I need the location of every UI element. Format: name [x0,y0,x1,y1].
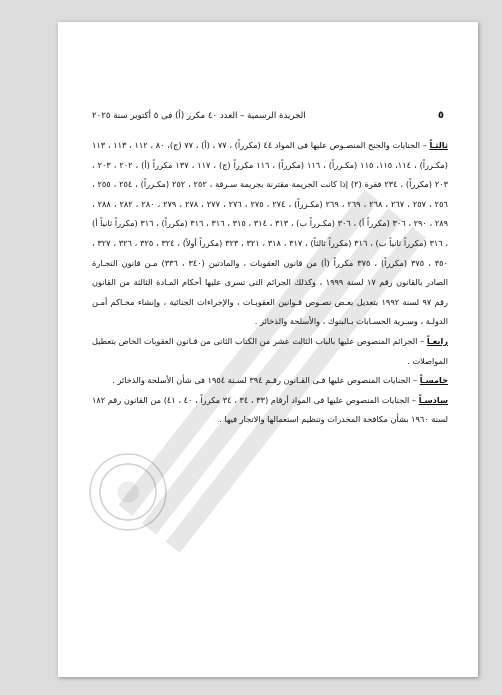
gazette-seal [90,454,166,530]
clause-text: – الجرائم المنصوص عليها بالباب الثالث عشر من الكتاب الثانى من قـانون العقوبات الخاص بتعطيل المواصلات . [92,335,448,366]
document-body [92,136,448,430]
clause-third [92,136,448,332]
clause-sixth [92,391,448,430]
clause-text: – الجنايات المنصوص عليها فـى القـانون رقـم ٣٩٤ لسـنة ١٩٥٤ فى شأن الأسلحة والذخائر . [112,375,420,386]
page-number: ٥ [437,110,444,121]
page-header [92,110,444,121]
clause-text: – الجنايات والجنح المنصـوص عليها فى المواد ٤٤ (مكرراً) ، ٧٧ ، (أ) ، ٧٧ (ج)، ٨٠ ، ١١٢ ، ١١٣ ، ١١٣ (مكـرراً) ، ١١٤، ١١٥، ١١٥ (مكـرراً) ، ١١٦ (مكرراً) ، ١١٦ مكرراً (ج) ، ١١٧ ، ١٣٧ مكرراً (أ) ، ٢٠٢ ، ٢٠٣ ، ٢٠٣ (مكرراً) ، ٢٣٤ فقرة (٢) إذا كانت الجريمة مقترنة بجريمة سـرقة ، ٢٥٢ ، ٢٥٢ (مكـرراً) ، ٢٥٤ ، ٢٥٥ ، ٢٥٦ ، ٢٥٧ ، ٢٦٧ ، ٢٦٨ ، ٢٦٩ ، ٢٦٩ (مكـرراً) ، ٢٧٤ ، ٢٧٥ ، ٢٧٦ ، ٢٧٧ ، ٢٧٨ ، ٢٧٩ ، ٢٨٠ ، ٢٨٢ ، ٢٨٨ ، ٢٨٩ ، ٢٩٠ ، ٣٠٦ (مكرراً أ) ، ٣٠٦ (مكـرراً ب) ، ٣١٣ ، ٣١٤ ، ٣١٥ ، ٣١٦ ، ٣١٦ (مكرراً) ، ٣١٦ (مكرراً ثانياً أ) ، ٣١٦ (مكرراً ثانياً ب) ، ٣١٦ (مكرراً ثالثاً) ، ٣١٧ ، ٣١٨ ، ٣٢١ ، ٣٢٣ (مكرراً أولاً) ، ٣٢٤ ، ٣٢٥ ، ٣٢٦ ، ٣٢٧ ، ٣٥٠ ، ٣٧٥ (مكرراً) ، ٣٧٥ مكرراً (أ) من قانون العقوبات ، والمادتين (٣٤٠ ، ٣٣٦) مـن قانون التجـارة الصادر بالقانون رقم ١٧ لسنة ١٩٩٩ ، وكذلك الجرائم التى تسرى عليها أحكام المـادة الثالثة من القانون رقم ٩٧ لسنة ١٩٩٢ بتعديل بعـض نصـوص قـوانين العقوبـات ، والإجراءات الجنائية ، وإنشاء محـاكم أمـن الدولـة ، وسـرية الحسـابات بـالبنوك ، والأسلحة والذخائر . [92,140,449,327]
clause-heading: ثالثـاً [429,140,448,150]
clause-heading: خامسـاً [419,375,448,386]
clause-text: – الجنايات المنصوص عليها فى المواد أرقام (٣٣ ، ٣٤ ، ٣٤ مكرراً ، ٤٠ ، ٤١) من القانون رقم ١٨٢ لسنة ١٩٦٠ بشأن مكافحة المخدرات وتنظيم استعمالها والاتجار فيها . [92,394,448,425]
clause-fifth [92,371,448,391]
clause-fourth [92,332,448,371]
document-page [58,22,478,677]
clause-heading: سادسـاً [418,394,449,405]
clause-heading: رابعـاً [426,335,448,346]
gazette-title: الجريدة الرسمية – العدد ٤٠ مكرر (أ) فى ٥ أكتوبر سنة ٢٠٢٥ [92,110,306,121]
